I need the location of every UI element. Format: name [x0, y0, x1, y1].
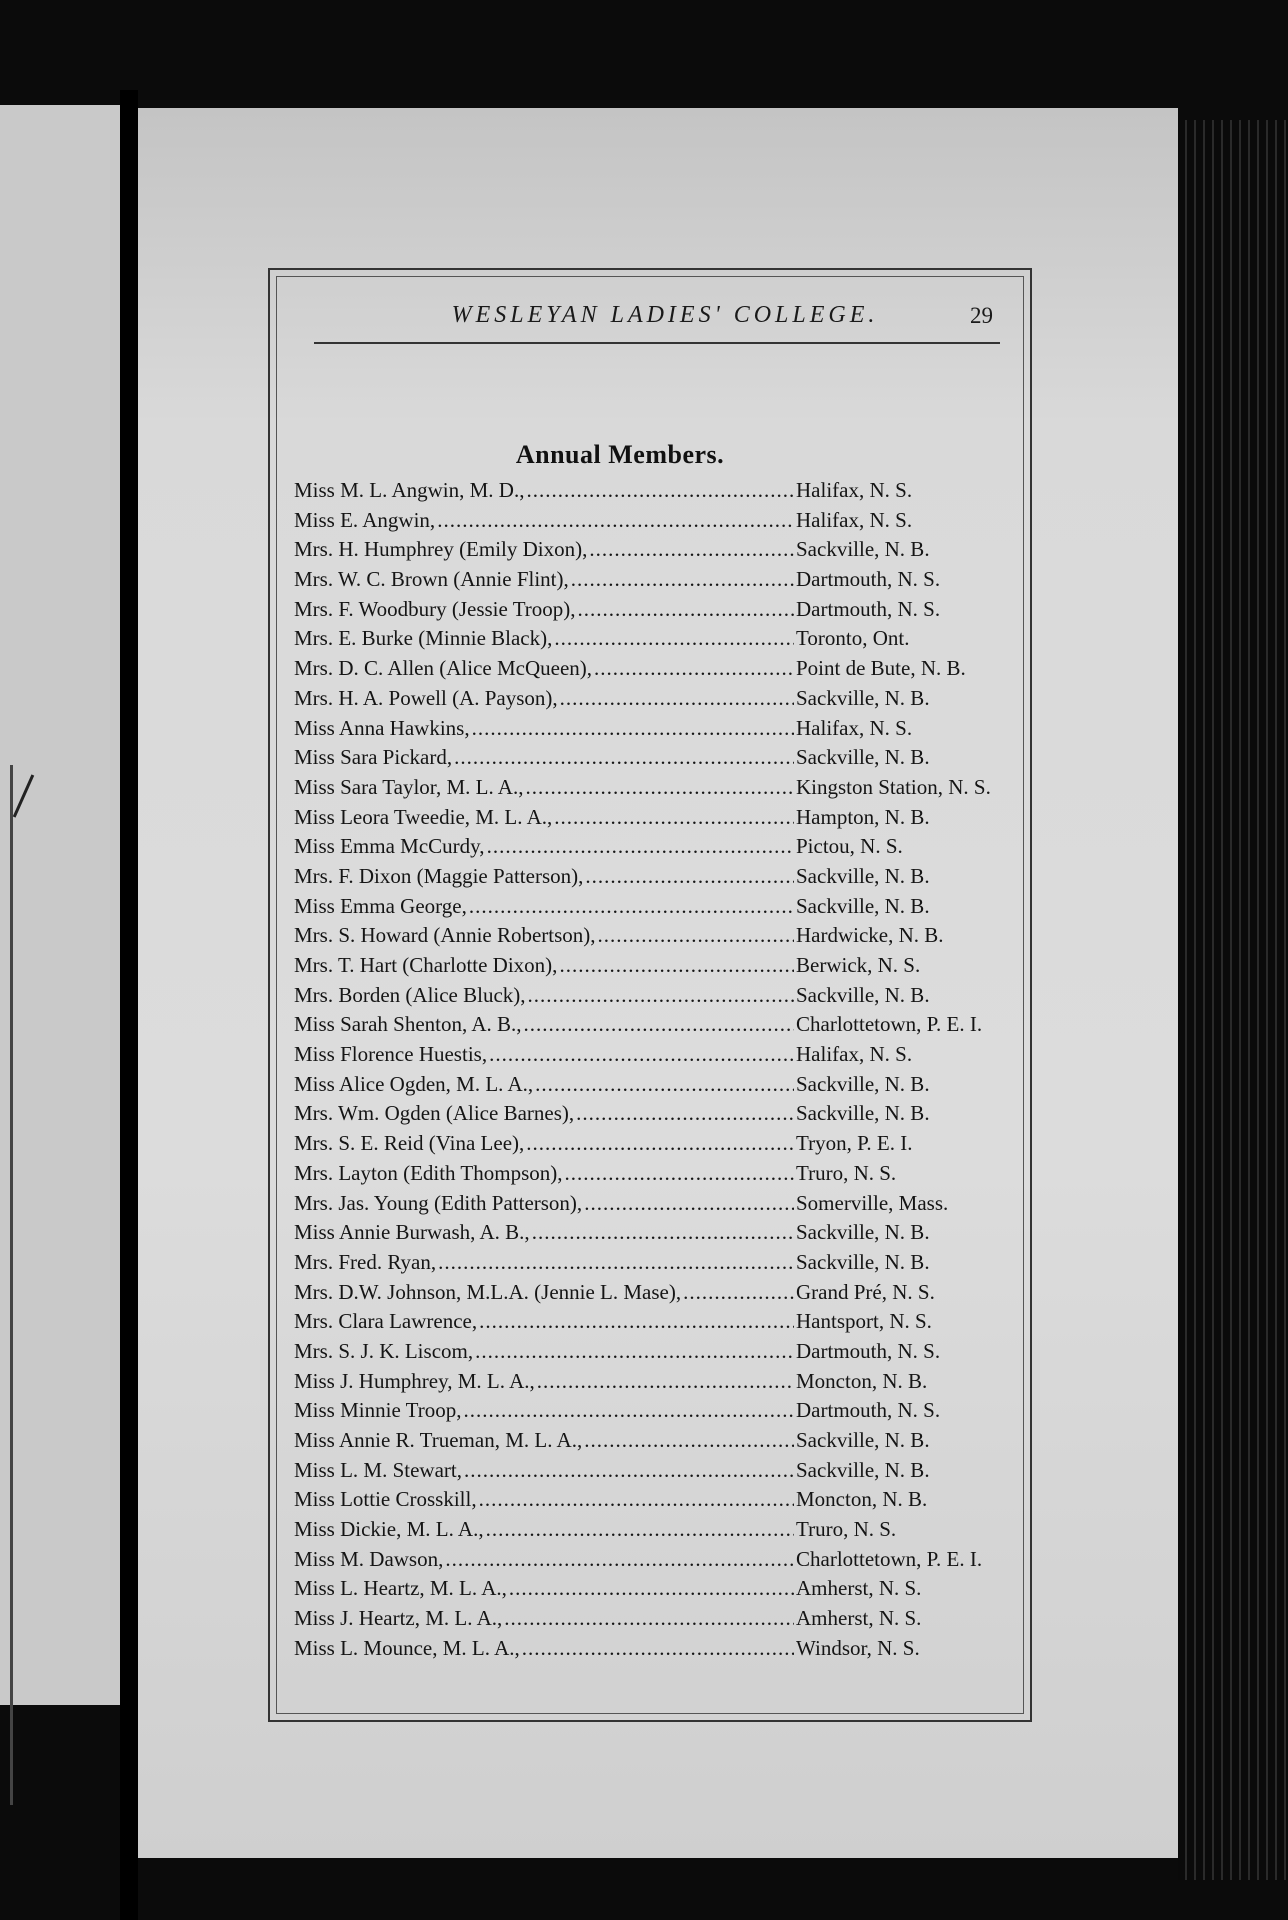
member-name: Miss Emma McCurdy, — [294, 834, 485, 859]
member-place: Dartmouth, N. S. — [796, 596, 941, 621]
member-name: Mrs. Jas. Young (Edith Patterson), — [294, 1190, 583, 1215]
facing-page-edge — [0, 105, 120, 1705]
member-place: Grand Pré, N. S. — [796, 1279, 935, 1304]
member-name: Miss Minnie Troop, — [294, 1398, 462, 1423]
member-name: Mrs. S. J. K. Liscom, — [294, 1338, 474, 1363]
member-place: Halifax, N. S. — [796, 507, 913, 532]
member-place: Moncton, N. B. — [796, 1487, 928, 1512]
dot-leader — [487, 832, 794, 862]
list-item — [294, 1515, 1014, 1545]
dot-leader — [454, 743, 794, 773]
dot-leader — [526, 1129, 794, 1159]
member-list — [294, 476, 1014, 1664]
member-place: Somerville, Mass. — [796, 1190, 949, 1215]
member-name: Miss Lottie Crosskill, — [294, 1487, 477, 1512]
dot-leader — [475, 1337, 794, 1367]
member-name: Miss Emma George, — [294, 893, 467, 918]
list-item — [294, 1485, 1014, 1515]
list-item — [294, 743, 1014, 773]
dot-leader — [532, 1218, 794, 1248]
member-name: Mrs. Borden (Alice Bluck), — [294, 982, 526, 1007]
running-head: WESLEYAN LADIES' COLLEGE. — [451, 302, 879, 328]
member-place: Tryon, P. E. I. — [796, 1131, 913, 1156]
list-item — [294, 1574, 1014, 1604]
list-item — [294, 1278, 1014, 1308]
list-item — [294, 1189, 1014, 1219]
member-name: Mrs. Layton (Edith Thompson), — [294, 1160, 563, 1185]
dot-leader — [535, 1070, 794, 1100]
list-item — [294, 565, 1014, 595]
dot-leader — [489, 1040, 794, 1070]
member-place: Amherst, N. S. — [796, 1576, 922, 1601]
dot-leader — [526, 476, 794, 506]
member-name: Miss Florence Huestis, — [294, 1042, 488, 1067]
member-place: Sackville, N. B. — [796, 537, 930, 562]
member-place: Dartmouth, N. S. — [796, 567, 941, 592]
member-name: Miss M. L. Angwin, M. D., — [294, 478, 525, 502]
member-name: Mrs. Fred. Ryan, — [294, 1249, 437, 1274]
member-place: Sackville, N. B. — [796, 1220, 930, 1245]
dot-leader — [509, 1574, 794, 1604]
member-name: Miss Annie R. Trueman, M. L. A., — [294, 1428, 583, 1452]
list-item — [294, 1248, 1014, 1278]
member-place: Sackville, N. B. — [796, 685, 930, 710]
member-name: Miss L. Mounce, M. L. A., — [294, 1635, 520, 1660]
member-place: Sackville, N. B. — [796, 745, 930, 770]
member-place: Sackville, N. B. — [796, 1428, 930, 1452]
list-item — [294, 1337, 1014, 1367]
list-item — [294, 714, 1014, 744]
dot-leader — [554, 624, 794, 654]
dot-leader — [589, 535, 794, 565]
list-item — [294, 506, 1014, 536]
dot-leader — [683, 1278, 794, 1308]
member-name: Miss L. Heartz, M. L. A., — [294, 1576, 507, 1601]
dot-leader — [438, 1248, 794, 1278]
list-item — [294, 535, 1014, 565]
member-place: Hantsport, N. S. — [796, 1309, 932, 1334]
dot-leader — [486, 1515, 794, 1545]
list-item — [294, 951, 1014, 981]
list-item — [294, 803, 1014, 833]
list-item — [294, 981, 1014, 1011]
member-name: Mrs. Clara Lawrence, — [294, 1309, 478, 1334]
member-place: Toronto, Ont. — [796, 626, 910, 651]
member-place: Halifax, N. S. — [796, 1042, 913, 1067]
member-place: Dartmouth, N. S. — [796, 1338, 941, 1363]
dot-leader — [469, 892, 794, 922]
dot-leader — [522, 1634, 794, 1664]
member-name: Miss L. M. Stewart, — [294, 1457, 462, 1482]
list-item — [294, 1099, 1014, 1129]
header-rule — [314, 342, 1000, 344]
dot-leader — [571, 565, 794, 595]
page-edges — [1178, 120, 1288, 1880]
section-title: Annual Members. — [515, 440, 725, 469]
list-item — [294, 1070, 1014, 1100]
member-name: Miss Sara Pickard, — [294, 745, 453, 770]
list-item — [294, 624, 1014, 654]
dot-leader — [594, 654, 794, 684]
list-item — [294, 1604, 1014, 1634]
member-place: Truro, N. S. — [796, 1160, 897, 1185]
member-place: Halifax, N. S. — [796, 478, 913, 502]
member-name: Mrs. H. Humphrey (Emily Dixon), — [294, 537, 588, 562]
list-item — [294, 684, 1014, 714]
list-item — [294, 1218, 1014, 1248]
dot-leader — [598, 921, 794, 951]
list-item — [294, 1396, 1014, 1426]
stray-pen-mark — [13, 774, 34, 817]
member-name: Mrs. F. Dixon (Maggie Patterson), — [294, 863, 584, 888]
dot-leader — [472, 714, 794, 744]
member-name: Miss Anna Hawkins, — [294, 715, 470, 740]
member-name: Mrs. W. C. Brown (Annie Flint), — [294, 567, 569, 592]
dot-leader — [560, 684, 794, 714]
dot-leader — [584, 1189, 794, 1219]
member-name: Miss Sara Taylor, M. L. A., — [294, 774, 524, 799]
list-item — [294, 1545, 1014, 1575]
member-place: Sackville, N. B. — [796, 982, 930, 1007]
member-name: Mrs. S. Howard (Annie Robertson), — [294, 923, 596, 948]
member-name: Miss E. Angwin, — [294, 507, 436, 532]
dot-leader — [437, 506, 794, 536]
dot-leader — [445, 1545, 794, 1575]
member-name: Mrs. T. Hart (Charlotte Dixon), — [294, 953, 558, 977]
dot-leader — [559, 951, 794, 981]
member-place: Truro, N. S. — [796, 1517, 897, 1542]
member-place: Halifax, N. S. — [796, 715, 913, 740]
list-item — [294, 1010, 1014, 1040]
member-place: Windsor, N. S. — [796, 1635, 920, 1660]
member-name: Miss M. Dawson, — [294, 1546, 444, 1571]
member-place: Sackville, N. B. — [796, 893, 930, 918]
list-item — [294, 595, 1014, 625]
member-name: Mrs. S. E. Reid (Vina Lee), — [294, 1131, 525, 1156]
list-item — [294, 1159, 1014, 1189]
member-name: Mrs. D. C. Allen (Alice McQueen), — [294, 656, 593, 681]
member-name: Mrs. D.W. Johnson, M.L.A. (Jennie L. Mase), — [294, 1279, 682, 1304]
member-place: Dartmouth, N. S. — [796, 1398, 941, 1423]
member-place: Kingston Station, N. S. — [796, 774, 991, 799]
list-item — [294, 921, 1014, 951]
dot-leader — [565, 1159, 794, 1189]
member-place: Sackville, N. B. — [796, 1071, 930, 1096]
dot-leader — [585, 862, 794, 892]
member-place: Charlottetown, P. E. I. — [796, 1546, 983, 1571]
list-item — [294, 1367, 1014, 1397]
member-place: Charlottetown, P. E. I. — [796, 1012, 983, 1037]
member-place: Berwick, N. S. — [796, 953, 921, 977]
member-name: Mrs. E. Burke (Minnie Black), — [294, 626, 553, 651]
member-place: Pictou, N. S. — [796, 834, 903, 859]
dot-leader — [528, 981, 794, 1011]
list-item — [294, 1634, 1014, 1664]
member-place: Hardwicke, N. B. — [796, 923, 944, 948]
member-place: Hampton, N. B. — [796, 804, 930, 829]
member-name: Miss Sarah Shenton, A. B., — [294, 1012, 522, 1037]
list-item — [294, 476, 1014, 506]
dot-leader — [537, 1367, 794, 1397]
dot-leader — [479, 1485, 794, 1515]
member-name: Mrs. H. A. Powell (A. Payson), — [294, 685, 558, 710]
dot-leader — [463, 1396, 794, 1426]
dot-leader — [479, 1307, 794, 1337]
member-name: Mrs. Wm. Ogden (Alice Barnes), — [294, 1101, 575, 1126]
dot-leader — [584, 1426, 794, 1456]
member-place: Sackville, N. B. — [796, 863, 930, 888]
list-item — [294, 832, 1014, 862]
member-name: Miss Leora Tweedie, M. L. A., — [294, 804, 553, 829]
member-name: Mrs. F. Woodbury (Jessie Troop), — [294, 596, 576, 621]
member-place: Sackville, N. B. — [796, 1457, 930, 1482]
list-item — [294, 1307, 1014, 1337]
book-gutter — [120, 90, 138, 1920]
list-item — [294, 862, 1014, 892]
list-item — [294, 892, 1014, 922]
list-item — [294, 773, 1014, 803]
dot-leader — [554, 803, 794, 833]
facing-page-rule — [10, 765, 13, 1805]
list-item — [294, 1040, 1014, 1070]
list-item — [294, 654, 1014, 684]
dot-leader — [524, 1010, 794, 1040]
dot-leader — [525, 773, 794, 803]
dot-leader — [576, 1099, 794, 1129]
list-item — [294, 1456, 1014, 1486]
list-item — [294, 1426, 1014, 1456]
member-place: Sackville, N. B. — [796, 1249, 930, 1274]
list-item — [294, 1129, 1014, 1159]
member-place: Point de Bute, N. B. — [796, 656, 966, 681]
member-place: Moncton, N. B. — [796, 1368, 928, 1393]
member-name: Miss Alice Ogden, M. L. A., — [294, 1071, 534, 1096]
member-place: Amherst, N. S. — [796, 1606, 922, 1631]
dot-leader — [504, 1604, 794, 1634]
member-name: Miss J. Humphrey, M. L. A., — [294, 1368, 535, 1393]
member-name: Miss Dickie, M. L. A., — [294, 1517, 484, 1542]
dot-leader — [578, 595, 794, 625]
dot-leader — [464, 1456, 794, 1486]
member-place: Sackville, N. B. — [796, 1101, 930, 1126]
page-number: 29 — [970, 303, 993, 328]
member-name: Miss Annie Burwash, A. B., — [294, 1220, 530, 1245]
member-name: Miss J. Heartz, M. L. A., — [294, 1606, 503, 1631]
